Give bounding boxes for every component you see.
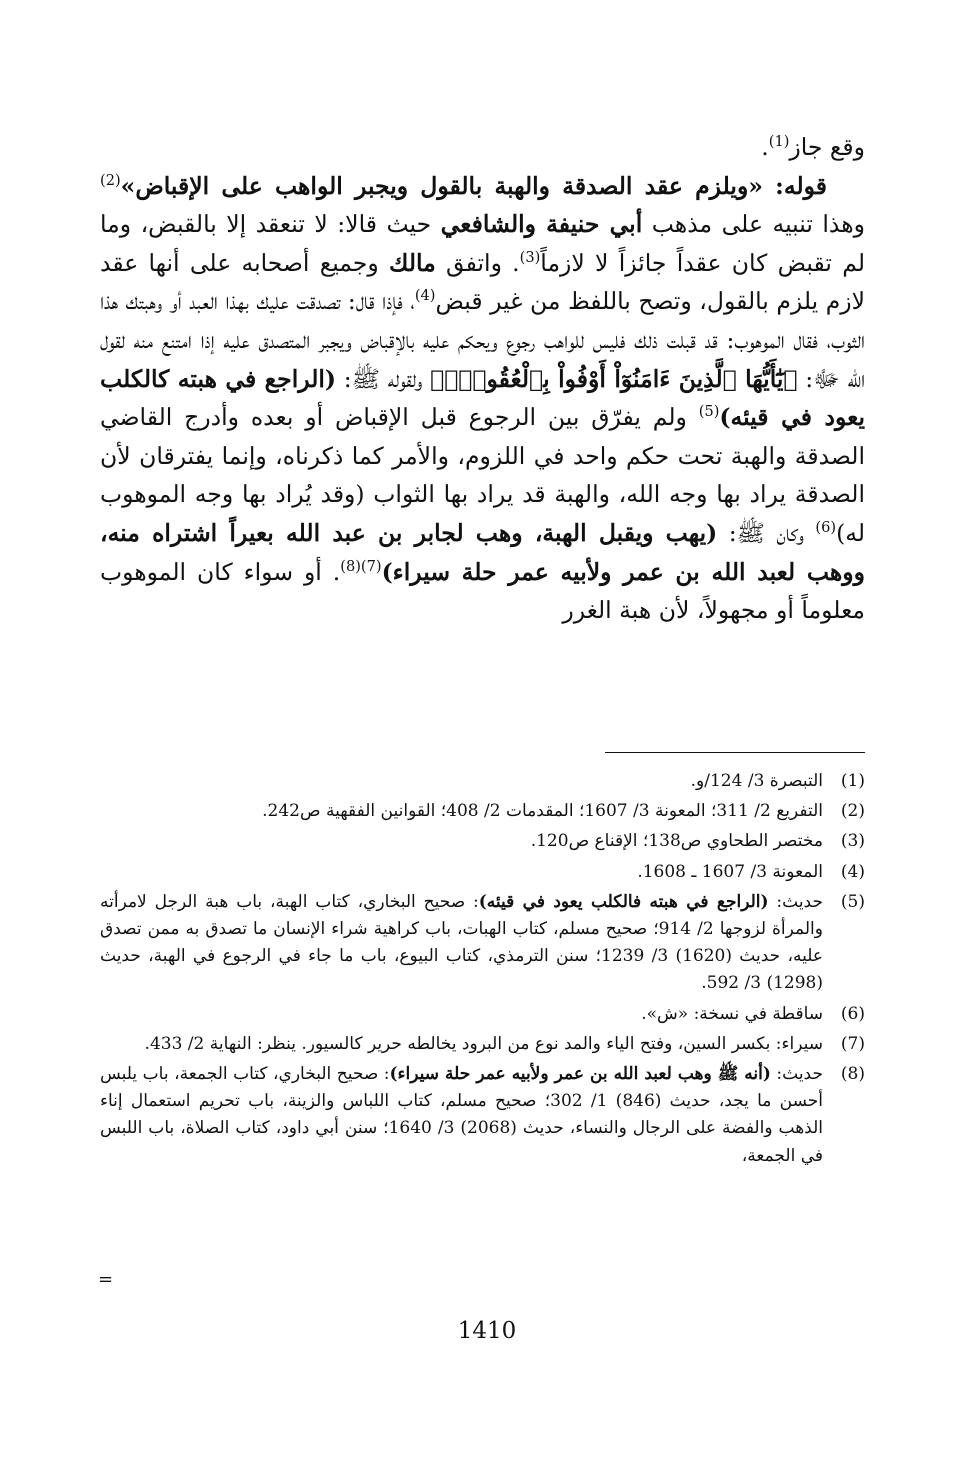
footnote-ref-6[interactable]: (6) <box>815 519 837 537</box>
quoted-text-heading: قوله: «ويلزم عقد الصدقة والهبة بالقول ويجبر الواهب على الإقباض» <box>120 171 827 200</box>
footnote-number: (6) <box>840 1003 865 1024</box>
footnote-item <box>100 859 865 886</box>
footnote-number: (8) <box>840 1064 865 1085</box>
footnote-ref-1[interactable]: (1) <box>768 133 790 151</box>
footnote-text <box>100 889 823 998</box>
footnote-text <box>100 1061 823 1170</box>
footnote-bold-quote: (أنه ﷺ وهب لعبد الله بن عمر ولأبيه عمر حلة سيراء) <box>389 1064 771 1085</box>
footnote-ref-5[interactable]: (5) <box>698 403 720 421</box>
footnote-ref-7-8[interactable]: (7)(8) <box>340 557 382 575</box>
para1-end: . <box>761 133 769 161</box>
main-text <box>100 128 865 630</box>
footnote-number: (2) <box>840 801 865 822</box>
paragraph-2 <box>100 167 865 630</box>
footnote-text-part: مختصر الطحاوي ص138؛ الإقناع ص120. <box>530 831 823 852</box>
bold-name-malik: مالك <box>389 248 436 277</box>
footnote-text <box>100 1031 823 1058</box>
footnote-text <box>100 768 823 795</box>
quran-verse: ﴿يَٰٓأَيُّهَا ٱلَّذِينَ ءَامَنُوٓاْ أَوْفُواْ بِٱلْعُقُودِۚ﴾ <box>430 364 798 393</box>
footnote-item <box>100 1031 865 1058</box>
footnote-text-part: حديث: <box>770 1064 823 1085</box>
footnote-text <box>100 859 823 886</box>
footnote-item <box>100 828 865 855</box>
footnote-number: (3) <box>840 831 865 852</box>
footnote-text-part: التبصرة 3/ 124/و. <box>690 771 823 791</box>
footnote-text-part: : صحيح البخاري، كتاب الهبة، باب هبة الرجل لامرأته والمرأة لزوجها 2/ 914؛ صحيح مسلم، كتاب الهبات، باب كراهية شراء الإنسان ما تصدق به ممن تصدق عليه، حديث (1620) 3/ 1239؛ سنن الترمذي، كتاب البيوع، باب ما جاء في الرجوع في الهبة، حديث (1298) 3/ 592. <box>100 891 823 994</box>
footnote-item <box>100 1001 865 1028</box>
para2-text: وكان ﷺ: <box>717 518 816 547</box>
para2-text: حيث قالا: لا تنعقد إلا بالقبض، وما لم تقبض كان عقداً جائزاً لا لازماً <box>100 210 865 277</box>
para2-text: . أو سواء كان الموهوب معلوماً أو مجهولاً، لأن هبة الغرر <box>100 557 865 625</box>
footnote-ref-4[interactable]: (4) <box>414 287 436 305</box>
footnote-text <box>100 798 823 825</box>
footnote-text-part: : صحيح البخاري، كتاب الجمعة، باب يلبس أحسن ما يجد، حديث (846) 1/ 302؛ صحيح مسلم، كتاب اللباس والزينة، باب تحريم استعمال إناء الذهب والفضة على الرجال والنساء، حديث (2068) 3/ 1640؛ سنن أبي داود، كتاب الصلاة، باب اللبس في الجمعة، <box>100 1064 823 1166</box>
para2-text: . واتفق <box>435 248 520 277</box>
footnote-ref-2[interactable]: (2) <box>100 171 121 189</box>
page-number: 1410 <box>457 1318 517 1344</box>
para2-text: وجميع أصحابه على أنها عقد لازم يلزم بالقول، وتصح باللفظ من غير قبض <box>100 248 866 316</box>
footnote-ref-3[interactable]: (3) <box>519 248 541 266</box>
footnote-item <box>100 889 865 998</box>
footnote-separator <box>605 752 865 753</box>
para1-text: وقع جاز <box>789 133 865 161</box>
para2-text: ، فإذا قال: تصدقت عليك بهذا العبد أو وهبتك هذا الثوب، فقال الموهوب: قد قبلت ذلك فليس للواهب رجوع ويحكم عليه بالإقباض ويجبر المتصدق عليه إذا امتنع منه لقول الله ﷻ: <box>100 287 866 393</box>
footnote-text-part: حديث: <box>768 891 823 912</box>
continuation-mark: = <box>98 1269 114 1290</box>
bold-names-1: أبي حنيفة والشافعي <box>440 210 643 239</box>
footnotes-section <box>100 768 865 1173</box>
footnote-item <box>100 768 865 795</box>
footnote-text-part: ساقطة في نسخة: «ش». <box>641 1003 823 1024</box>
footnote-number: (1) <box>840 771 865 791</box>
para2-text: ولم يفرّق بين الرجوع قبل الإقباض أو بعده وأدرج القاضي الصدقة والهبة تحت حكم واحد في اللزوم، والأمر كما ذكرناه، وإنما يفترقان لأن الصدقة يراد بها وجه الله، والهبة قد يراد بها الثواب (وقد يُراد بها وجه الموهوب له) <box>100 403 865 547</box>
footnote-text <box>100 1001 823 1028</box>
footnote-bold-quote: (الراجع في هبته فالكلب يعود في قيئه) <box>478 891 769 912</box>
para2-text: وهذا تنبيه على مذهب <box>642 210 865 239</box>
footnote-number: (4) <box>840 861 865 882</box>
footnote-item <box>100 798 865 825</box>
hadith-quote-1: (الراجع في هبته كالكلب يعود في قيئه) <box>100 364 865 432</box>
paragraph-1 <box>100 128 865 167</box>
footnote-text <box>100 828 823 855</box>
footnote-text-part: المعونة 3/ 1607 ـ 1608. <box>637 861 823 882</box>
hadith-quote-2: (يهب ويقبل الهبة، وهب لجابر بن عبد الله بعيراً اشتراه منه، ووهب لعبد الله بن عمر ولأبيه عمر حلة سيراء) <box>100 518 865 586</box>
footnote-number: (7) <box>840 1033 865 1054</box>
footnote-number: (5) <box>840 891 865 912</box>
footnote-item <box>100 1061 865 1170</box>
para2-text: ولقوله ﷺ: <box>336 364 431 393</box>
footnote-text-part: التفريع 2/ 311؛ المعونة 3/ 1607؛ المقدمات 2/ 408؛ القوانين الفقهية ص242. <box>262 801 823 822</box>
footnote-text-part: سيراء: بكسر السين، وفتح الياء والمد نوع من البرود يخالطه حرير كالسيور. ينظر: النهاية 2/ 433. <box>144 1033 823 1054</box>
